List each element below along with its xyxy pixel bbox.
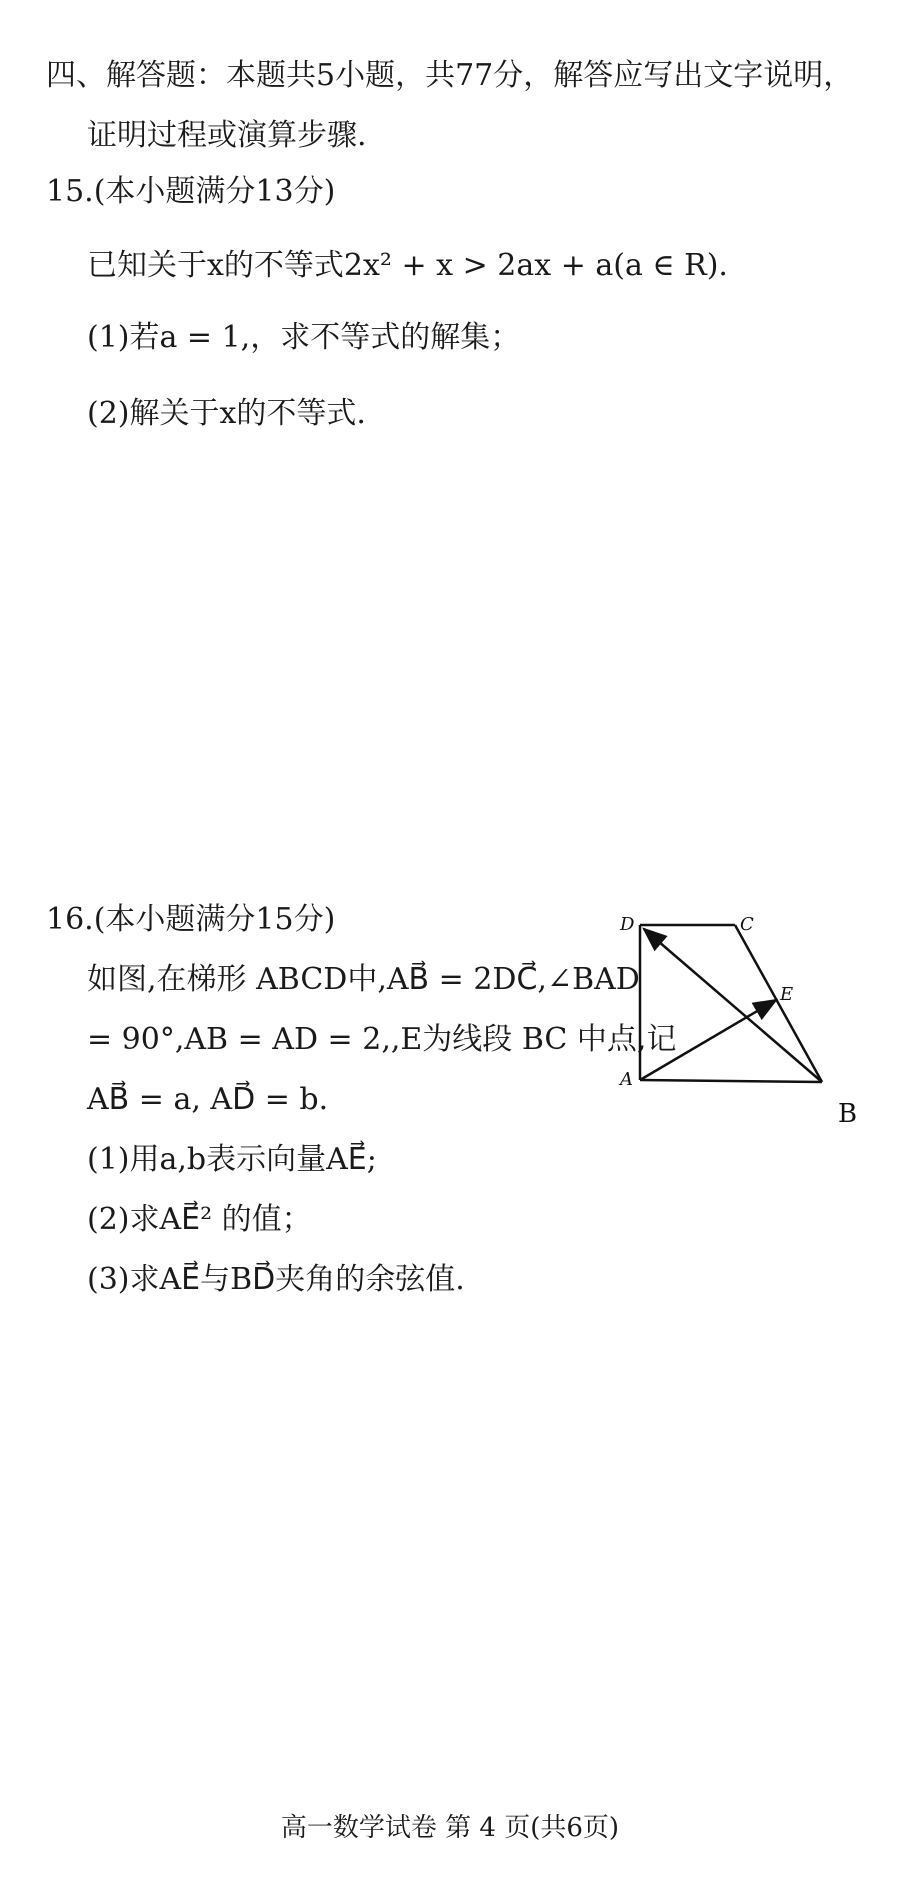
question-15-part-2: (2)解关于x的不等式.: [87, 396, 366, 431]
label-d: D: [620, 914, 635, 935]
question-16-part-2: (2)求AE⃗² 的值；: [87, 1202, 312, 1237]
vector-ae: [640, 1000, 776, 1080]
section-heading: 四、解答题：本题共5小题，共77分，解答应写出文字说明，: [46, 58, 854, 93]
question-16-stem-line-1: 如图,在梯形 ABCD中,AB⃗ = 2DC⃗,∠BAD: [87, 962, 640, 997]
vector-bd: [644, 929, 822, 1082]
question-16-part-1: (1)用a,b表示向量AE⃗;: [87, 1142, 377, 1177]
label-e: E: [780, 984, 794, 1005]
edge-cb: [735, 925, 822, 1082]
page-footer: 高一数学试卷 第 4 页(共6页): [280, 1813, 620, 1843]
label-b: B: [838, 1099, 858, 1129]
question-15-stem: 已知关于x的不等式2x² + x > 2ax + a(a ∈ R).: [87, 248, 728, 283]
label-c: C: [740, 914, 754, 935]
question-15-header: 15.(本小题满分13分): [46, 174, 336, 209]
label-a: A: [620, 1069, 633, 1090]
trapezoid-figure: [600, 900, 880, 1140]
question-16-part-3: (3)求AE⃗与BD⃗夹角的余弦值.: [87, 1262, 465, 1297]
question-16-stem-line-2: = 90°,AB = AD = 2,,E为线段 BC 中点,记: [87, 1022, 677, 1057]
question-16-stem-line-3: AB⃗ = a, AD⃗ = b.: [87, 1082, 329, 1117]
question-15-part-1: (1)若a = 1,，求不等式的解集；: [87, 320, 521, 355]
trapezoid-diagram: [600, 900, 880, 1140]
question-16-header: 16.(本小题满分15分): [46, 902, 336, 937]
section-heading-continued: 证明过程或演算步骤.: [87, 118, 367, 153]
edge-ab: [640, 1080, 822, 1082]
